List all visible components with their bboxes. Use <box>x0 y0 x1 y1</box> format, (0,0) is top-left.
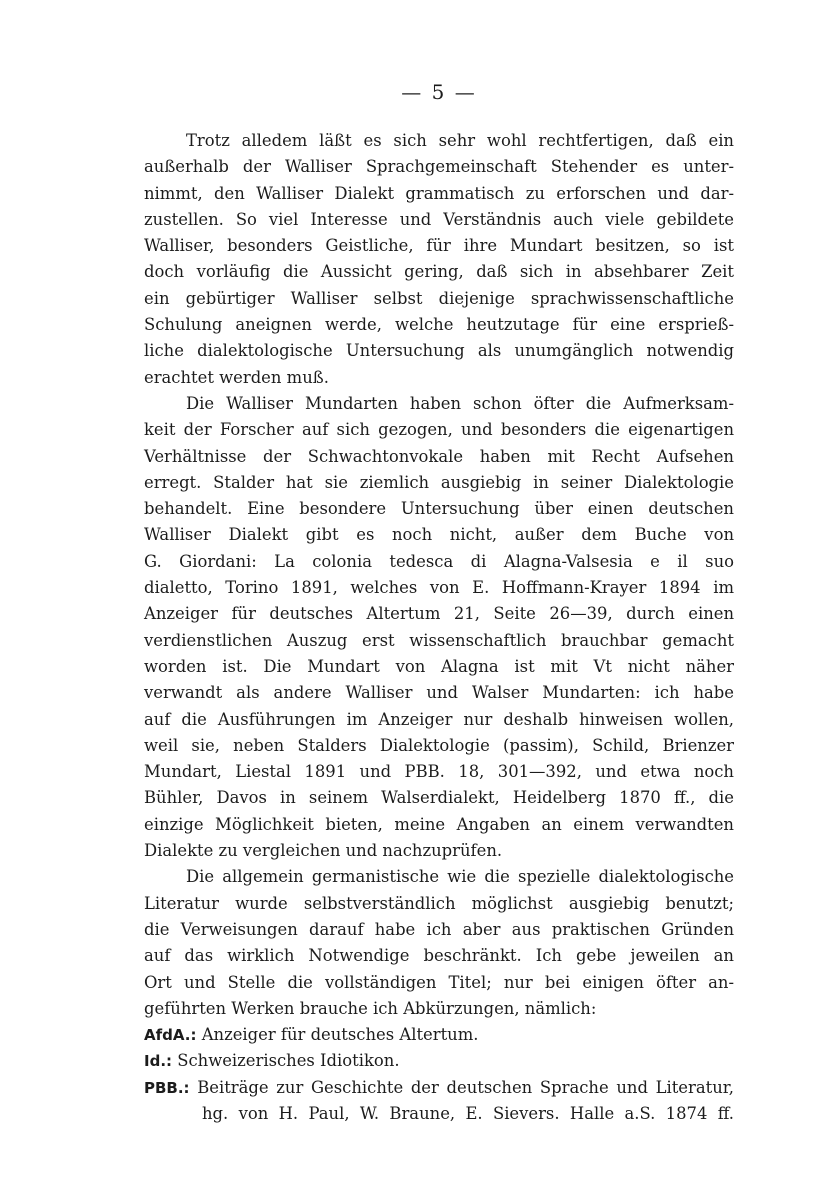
paragraph-2 <box>144 391 734 864</box>
abbreviation-key: PBB.: <box>144 1078 190 1097</box>
page <box>144 80 734 1127</box>
text-line: auf das wirklich Notwendige beschränkt. Ich gebe jeweilen an <box>144 946 734 966</box>
text-line: Walliser, besonders Geistliche, für ihre Mundart besitzen, so ist <box>144 236 734 256</box>
text-line: Die allgemein germanistische wie die spezielle dialektologische <box>186 867 734 887</box>
abbreviation-entry-pbb <box>144 1075 734 1101</box>
abbreviation-key: AfdA.: <box>144 1026 197 1045</box>
text-line: Mundart, Liestal 1891 und PBB. 18, 301—392, und etwa noch <box>144 762 734 782</box>
text-line: die Verweisungen darauf habe ich aber aus praktischen Gründen <box>144 919 734 939</box>
abbreviation-text: Anzeiger für deutsches Altertum. <box>201 1025 479 1045</box>
text-line: Ort und Stelle die vollständigen Titel; nur bei einigen öfter an- <box>144 972 734 992</box>
abbreviation-entry-id <box>144 1048 734 1074</box>
text-line: verdienstlichen Auszug erst wissenschaftlich brauchbar gemacht <box>144 630 734 650</box>
text-line: behandelt. Eine besondere Untersuchung über einen deutschen <box>144 499 734 519</box>
text-line: Anzeiger für deutsches Altertum 21, Seite 26—39, durch einen <box>144 604 734 624</box>
paragraph-1 <box>144 128 734 391</box>
abbreviation-entry-afda <box>144 1022 734 1048</box>
text-line: Schulung aneignen werde, welche heutzutage für eine ersprieß- <box>144 315 734 335</box>
text-line: Walliser Dialekt gibt es noch nicht, außer dem Buche von <box>144 525 734 545</box>
text-line: auf die Ausführungen im Anzeiger nur deshalb hinweisen wollen, <box>144 709 734 729</box>
text-line: weil sie, neben Stalders Dialektologie (passim), Schild, Brienzer <box>144 735 734 755</box>
text-line: Verhältnisse der Schwachtonvokale haben mit Recht Aufsehen <box>144 446 734 466</box>
text-line: keit der Forscher auf sich gezogen, und besonders die eigenartigen <box>144 420 734 440</box>
text-line: Die Walliser Mundarten haben schon öfter die Aufmerksam- <box>186 393 734 413</box>
text-line: geführten Werken brauche ich Abkürzungen, nämlich: <box>144 998 597 1018</box>
text-line: G. Giordani: La colonia tedesca di Alagna-Valsesia e il suo <box>144 551 734 571</box>
abbreviation-text-continued: hg. von H. Paul, W. Braune, E. Sievers. Halle a.S. 1874 ff. <box>202 1103 734 1123</box>
text-line: doch vorläufig die Aussicht gering, daß sich in absehbarer Zeit <box>144 262 734 282</box>
abbreviation-list <box>144 1022 734 1127</box>
abbreviation-text: Beiträge zur Geschichte der deutschen Sprache und Literatur, <box>197 1077 734 1097</box>
text-line: nimmt, den Walliser Dialekt grammatisch zu erforschen und dar- <box>144 183 734 203</box>
text-line: Bühler, Davos in seinem Walserdialekt, Heidelberg 1870 ff., die <box>144 788 734 808</box>
text-line: erachtet werden muß. <box>144 367 329 387</box>
text-line: einzige Möglichkeit bieten, meine Angaben an einem verwandten <box>144 814 734 834</box>
text-line: Literatur wurde selbstverständlich möglichst ausgiebig benutzt; <box>144 893 734 913</box>
paragraph-3 <box>144 864 734 1022</box>
text-line: ein gebürtiger Walliser selbst diejenige sprachwissenschaftliche <box>144 288 734 308</box>
abbreviation-key: Id.: <box>144 1052 173 1071</box>
page-number: — 5 — <box>401 80 477 104</box>
text-line: liche dialektologische Untersuchung als unumgänglich notwendig <box>144 341 734 361</box>
text-line: erregt. Stalder hat sie ziemlich ausgiebig in seiner Dialektologie <box>144 472 734 492</box>
text-line: worden ist. Die Mundart von Alagna ist mit Vt nicht näher <box>144 656 734 676</box>
text-line: außerhalb der Walliser Sprachgemeinschaft Stehender es unter- <box>144 157 734 177</box>
text-line: Dialekte zu vergleichen und nachzuprüfen. <box>144 841 503 861</box>
abbreviation-text: Schweizerisches Idiotikon. <box>177 1051 400 1071</box>
text-line: zustellen. So viel Interesse und Verständnis auch viele gebildete <box>144 209 734 229</box>
text-line: verwandt als andere Walliser und Walser Mundarten: ich habe <box>144 683 734 703</box>
text-line: Trotz alledem läßt es sich sehr wohl rechtfertigen, daß ein <box>186 131 734 150</box>
text-line: dialetto, Torino 1891, welches von E. Hoffmann-Krayer 1894 im <box>144 578 734 598</box>
